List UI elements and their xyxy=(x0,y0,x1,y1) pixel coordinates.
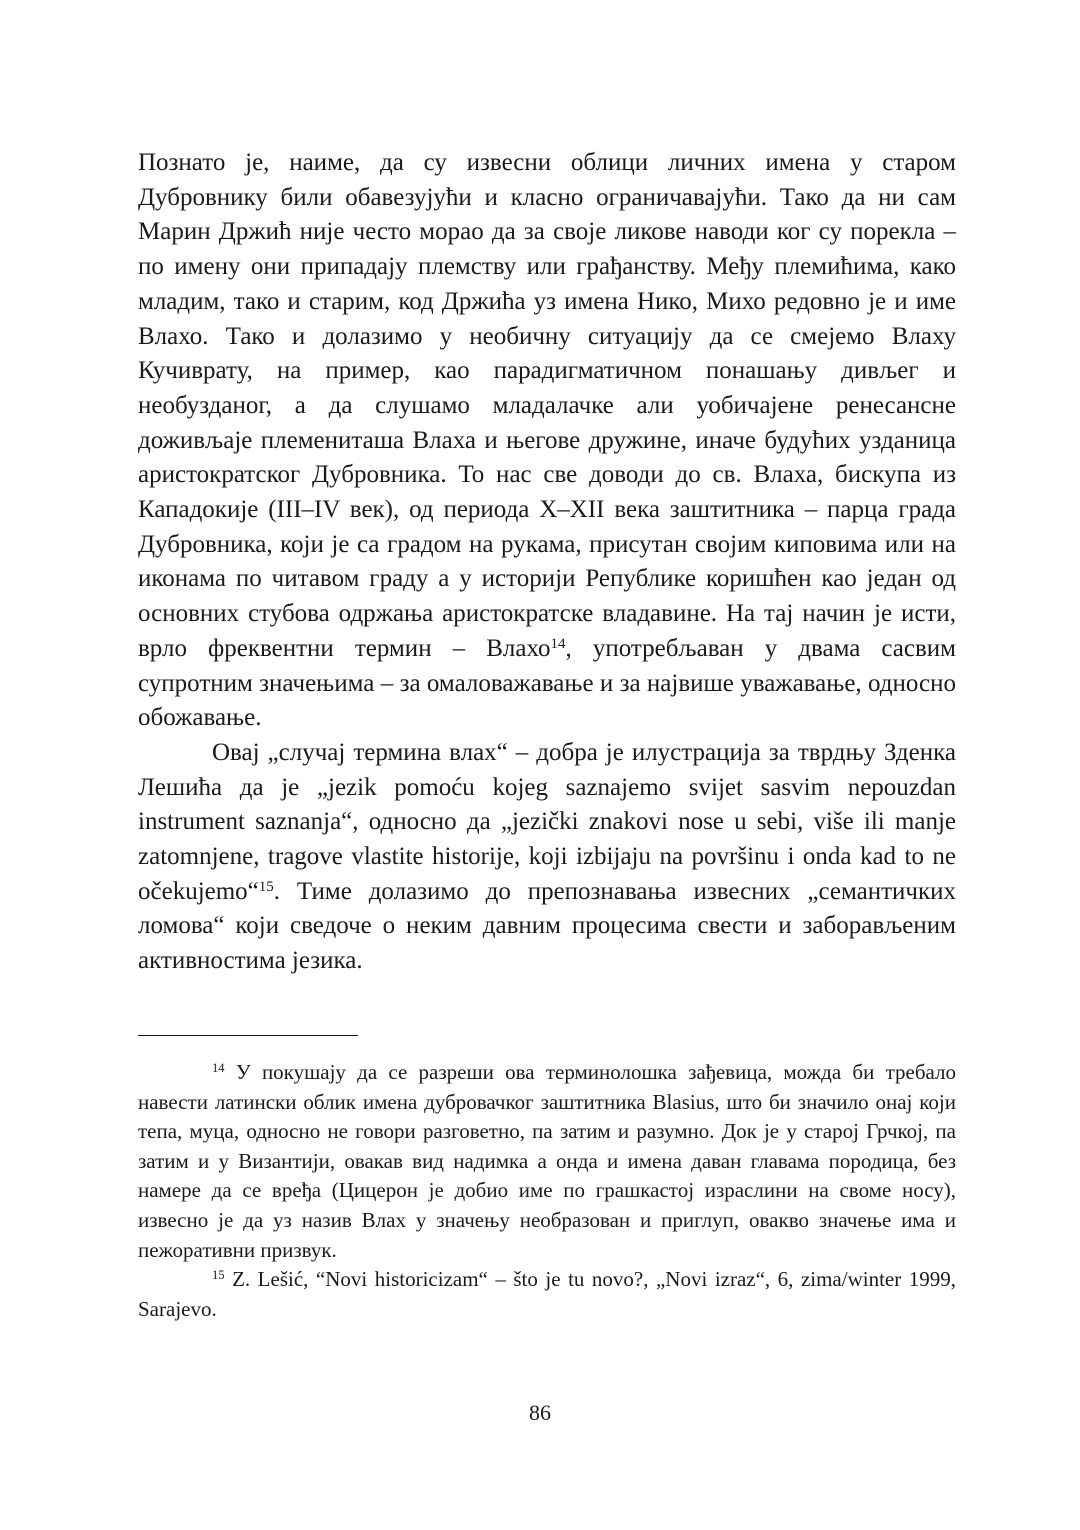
footnote-reference-15[interactable]: 15 xyxy=(258,878,274,895)
footnote-reference-14[interactable]: 14 xyxy=(550,635,566,652)
paragraph-1-text: Познато је, наиме, да су извесни облици личних имена у старом Дубровнику били обавезујући и класно ограничавајући. Тако да ни сам Марин Држић није често морао да за своје ликове наводи ког су порекла – по имену они припадају племству или грађанству. Међу племићима, како младим, тако и старим, код Држића уз имена Нико, Михо редовно је и име Влахо. Тако и долазимо у необичну ситуацију да се смејемо Влаху Кучиврату, на пример, као парадигматичном понашању дивљег и необузданог, а да слушамо младалачке али уобичајене ренесансне доживљаје племениташа Влаха и његове дружине, иначе будућих узданица аристократског Дубровника. То нас све доводи до св. Влаха, бискупа из Кападокије (III–IV век), од периода X–XII века заштитника – парца града Дубровника, који је са градом на рукама, присутан својим киповима или на иконама по читавом граду а у историји Републике коришћен као један од основних стубова одржања аристократске владавине. На тај начин је исти, врло фреквентни термин – Влахо xyxy=(138,149,956,662)
footnotes xyxy=(138,1058,956,1324)
footnote-14 xyxy=(138,1058,956,1265)
paragraph-1-text-continued: , употребљаван у двама сасвим супротним значењима – за омаловажавање и за највише уважавање, односно обожавање. xyxy=(138,634,956,732)
footnote-15 xyxy=(138,1265,956,1324)
footnote-separator xyxy=(138,1035,358,1036)
footnote-number-14: 14 xyxy=(212,1061,225,1076)
footnote-14-text: У покушају да се разреши ова терминолошка зађевица, можда би требало навести латински облик имена дубровачког заштитника Blasius, што би значило онај који тепа, муца, односно не говори разговетно, па затим и разумно. Док је у старој Грчкој, па затим и у Византији, овакав вид надимка а онда и имена даван главама породица, без намере да се вређа (Цицерон је добио име по грашкастој израслини на своме носу), извесно је да уз назив Влах у значењу необразован и приглуп, овакво значење има и пежоративни призвук. xyxy=(138,1060,956,1262)
body-paragraph-2 xyxy=(138,736,956,979)
body-paragraph-1 xyxy=(138,146,956,736)
footnote-15-text: Z. Lešić, “Novi historicizam“ – što je tu novo?, „Novi izraz“, 6, zima/winter 1999, Sarajevo. xyxy=(138,1267,956,1321)
page-number: 86 xyxy=(529,1400,551,1425)
paragraph-2-text: Овај „случај термина влах“ – добра је илустрација за тврдњу Зденка Лешића да је „jezik pomoću kojeg saznajemo svijet sasvim nepouzdan instrument saznanja“, односно да „jezički znakovi nose u sebi, više ili manje zatomnjene, tragove vlastite historije, koji izbijaju na površinu i onda kad to ne očekujemo“ xyxy=(138,738,956,905)
footnote-number-15: 15 xyxy=(212,1268,225,1283)
main-text xyxy=(138,146,956,979)
paragraph-2-text-continued: . Тиме долазимо до препознавања извесних „семантичких ломова“ који сведоче о неким давним процесима свести и заборављеним активностима језика. xyxy=(138,877,956,975)
